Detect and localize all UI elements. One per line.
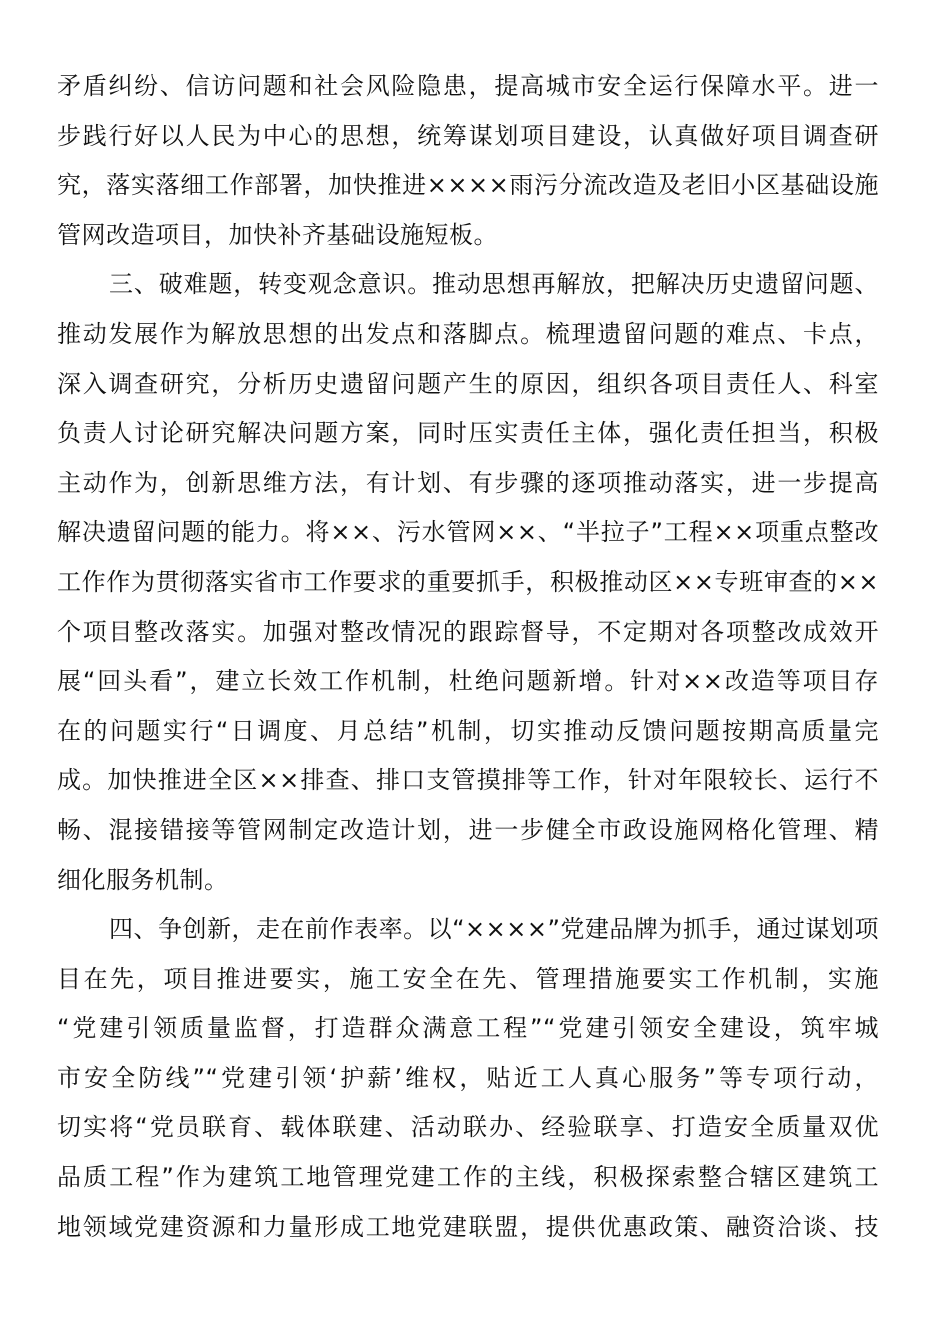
text-line: 推动发展作为解放思想的出发点和落脚点。梳理遗留问题的难点、卡点， [57,319,879,348]
text-line: 主动作为，创新思维方法，有计划、有步骤的逐项推动落实，进一步提高 [57,468,879,497]
text-line: 个项目整改落实。加强对整改情况的跟踪督导，不定期对各项整改成效开 [57,617,879,646]
text-line: 品质工程”作为建筑工地管理党建工作的主线，积极探索整合辖区建筑工 [57,1163,879,1192]
text-line: “党建引领质量监督，打造群众满意工程”“党建引领安全建设，筑牢城 [57,1014,879,1043]
text-line: 工作作为贯彻落实省市工作要求的重要抓手，积极推动区××专班审查的×× [57,567,879,596]
text-line: 步践行好以人民为中心的思想，统筹谋划项目建设，认真做好项目调查研 [57,121,879,150]
document-body [57,62,879,1252]
text-line: 展“回头看”，建立长效工作机制，杜绝问题新增。针对××改造等项目存 [57,667,879,696]
text-line: 切实将“党员联育、载体联建、活动联办、经验联享、打造安全质量双优 [57,1113,879,1142]
text-line: 成。加快推进全区××排查、排口支管摸排等工作，针对年限较长、运行不 [57,766,879,795]
text-line: 究，落实落细工作部署，加快推进××××雨污分流改造及老旧小区基础设施 [57,171,879,200]
text-line: 目在先，项目推进要实，施工安全在先、管理措施要实工作机制，实施 [57,964,879,993]
text-line: 矛盾纠纷、信访问题和社会风险隐患，提高城市安全运行保障水平。进一 [57,72,879,100]
text-line: 地领域党建资源和力量形成工地党建联盟，提供优惠政策、融资洽谈、技 [57,1212,879,1241]
text-line: 深入调查研究，分析历史遗留问题产生的原因，组织各项目责任人、科室 [57,369,879,398]
text-line: 在的问题实行“日调度、月总结”机制，切实推动反馈问题按期高质量完 [57,716,879,745]
text-line: 解决遗留问题的能力。将××、污水管网××、“半拉子”工程××项重点整改 [57,518,879,547]
paragraph-start-line: 三、破难题，转变观念意识。推动思想再解放，把解决历史遗留问题、 [109,270,879,299]
text-line: 市安全防线”“党建引领‘护薪’维权，贴近工人真心服务”等专项行动， [57,1063,879,1092]
text-line: 管网改造项目，加快补齐基础设施短板。 [57,220,498,249]
text-line: 畅、混接错接等管网制定改造计划，进一步健全市政设施网格化管理、精 [57,815,879,844]
text-line: 负责人讨论研究解决问题方案，同时压实责任主体，强化责任担当，积极 [57,419,879,448]
text-line: 细化服务机制。 [57,865,229,894]
paragraph-start-line: 四、争创新，走在前作表率。以“××××”党建品牌为抓手，通过谋划项 [109,915,879,944]
